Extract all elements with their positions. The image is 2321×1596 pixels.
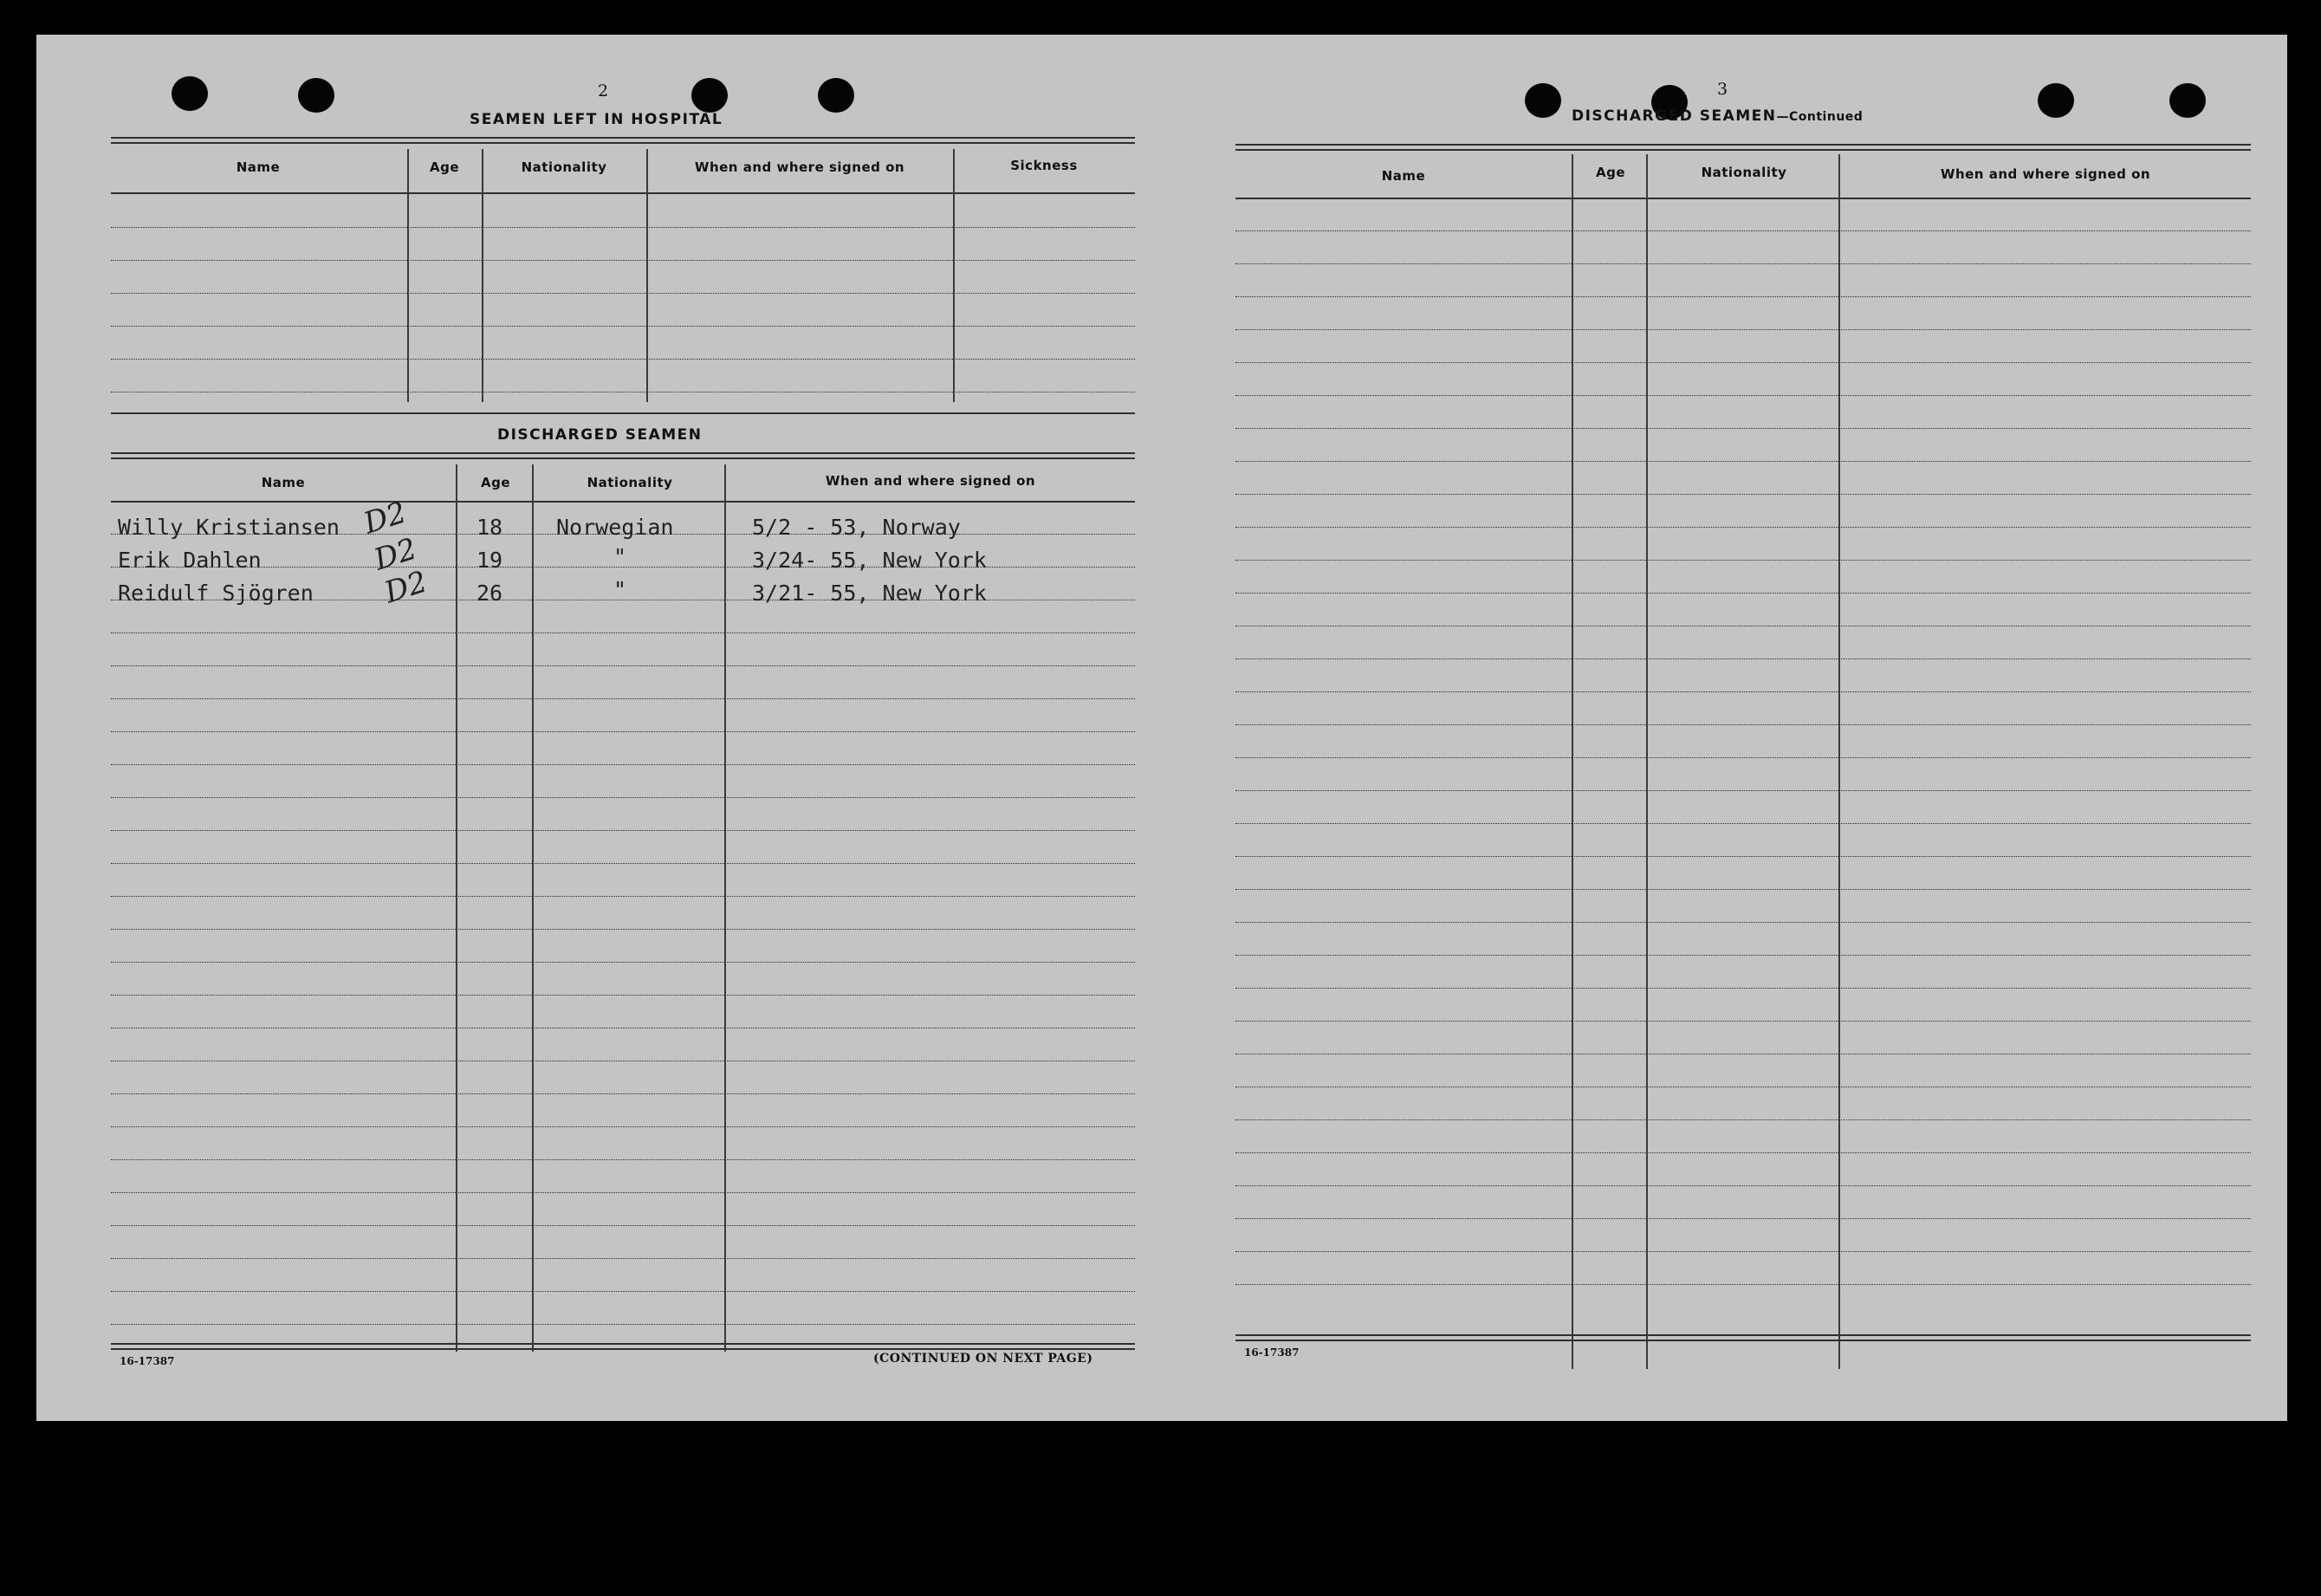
section-title-hospital: SEAMEN LEFT IN HOSPITAL: [470, 111, 723, 128]
col-header-nationality: Nationality: [1701, 165, 1787, 180]
punch-hole: [172, 76, 208, 111]
discharge-mark: D2: [370, 531, 421, 578]
col-header-sickness: Sickness: [1010, 158, 1078, 173]
seaman-age: 19: [477, 548, 503, 573]
col-header-name: Name: [1381, 168, 1426, 184]
continued-note: (CONTINUED ON NEXT PAGE): [873, 1352, 1093, 1366]
col-header-nationality: Nationality: [521, 159, 607, 175]
seaman-name: Reidulf Sjögren: [118, 581, 314, 606]
punch-hole: [298, 78, 334, 113]
manifest-sheet: [36, 35, 2287, 1421]
punch-hole: [818, 78, 854, 113]
seaman-age: 18: [477, 515, 503, 540]
col-header-signed-on: When and where signed on: [1940, 166, 2151, 182]
seaman-nationality: ": [613, 544, 627, 569]
punch-hole: [2038, 83, 2074, 118]
col-header-name: Name: [261, 475, 306, 490]
seaman-signed-on: 3/24- 55, New York: [752, 548, 987, 573]
seaman-name: Willy Kristiansen: [118, 515, 340, 540]
discharge-mark: D2: [380, 564, 431, 611]
discharged-table-rules: [111, 501, 1135, 1385]
col-header-age: Age: [429, 159, 460, 175]
page-number: 2: [598, 81, 609, 101]
seaman-signed-on: 3/21- 55, New York: [752, 581, 987, 606]
right-table-rules: [1235, 198, 2251, 1359]
section-title-discharged-continued: [1572, 107, 1863, 125]
discharge-mark: D2: [360, 495, 411, 542]
hospital-table-rules: [111, 192, 1135, 426]
col-header-nationality: Nationality: [587, 475, 673, 490]
form-number: 16-17387: [120, 1355, 175, 1367]
seaman-age: 26: [477, 581, 503, 606]
title-main: DISCHARGED SEAMEN: [1572, 107, 1777, 125]
seaman-name: Erik Dahlen: [118, 548, 262, 573]
col-header-age: Age: [1595, 165, 1626, 180]
col-header-age: Age: [480, 475, 511, 490]
punch-hole: [2169, 83, 2206, 118]
col-header-signed-on: When and where signed on: [694, 159, 905, 175]
punch-hole: [691, 78, 728, 113]
form-number: 16-17387: [1244, 1346, 1300, 1359]
punch-hole: [1525, 83, 1561, 118]
seaman-nationality: Norwegian: [556, 515, 674, 540]
col-header-signed-on: When and where signed on: [825, 473, 1036, 489]
col-header-name: Name: [236, 159, 281, 175]
title-sub: —Continued: [1776, 110, 1864, 124]
page-number: 3: [1717, 80, 1728, 99]
seaman-nationality: ": [613, 577, 627, 602]
seaman-signed-on: 5/2 - 53, Norway: [752, 515, 961, 540]
section-title-discharged: DISCHARGED SEAMEN: [497, 426, 703, 444]
